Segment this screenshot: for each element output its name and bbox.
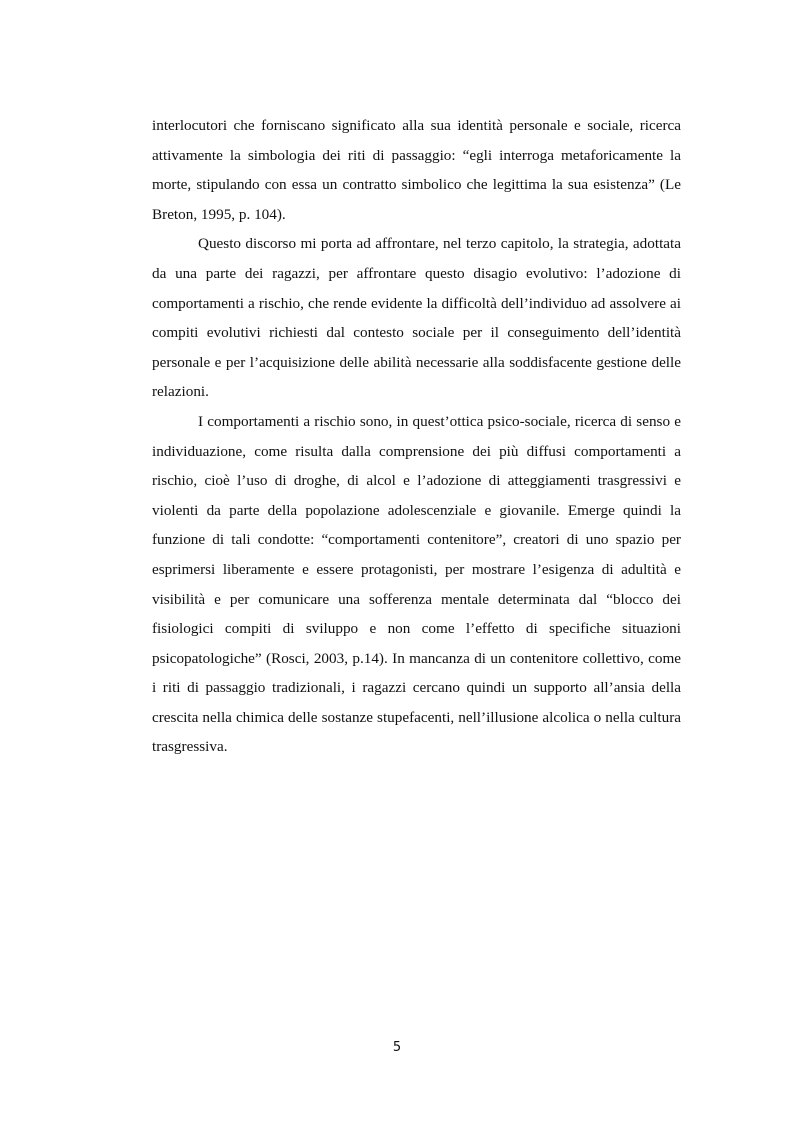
paragraph-strategy: Questo discorso mi porta ad affrontare, nel terzo capitolo, la strategia, adottata da una parte dei ragazzi, per affrontare questo disagio evolutivo: l’adozione di comportamenti a rischio, che rende evidente la difficoltà dell’individuo ad assolvere ai compiti evolutivi richiesti dal contesto sociale per il conseguimento dell’identità personale e per l’acquisizione delle abilità necessarie alla soddisfacente gestione delle relazioni. [152, 235, 681, 401]
paragraph-risk-behaviors: I comportamenti a rischio sono, in quest’ottica psico-sociale, ricerca di senso e individuazione, come risulta dalla comprensione dei più diffusi comportamenti a rischio, cioè l’uso di droghe, di alcol e l’adozione di atteggiamenti trasgressivi e violenti da parte della popolazione adolescenziale e giovanile. Emerge quindi la funzione di tali condotte: “comportamenti contenitore”, creatori di uno spazio per esprimersi liberamente e essere protagonisti, per mostrare l’esigenza di adultità e visibilità e per comunicare una sofferenza mentale determinata dal “blocco dei fisiologici compiti di sviluppo e non come l’effetto di specifiche situazioni psicopatologiche” (Rosci, 2003, p.14). In mancanza di un contenitore collettivo, come i riti di passaggio tradizionali, i ragazzi cercano quindi un supporto all’ansia della crescita nella chimica delle sostanze stupefacenti, nell’illusione alcolica o nella cultura trasgressiva. [152, 412, 681, 756]
page-number: 5 [392, 1040, 402, 1055]
body-text [152, 111, 681, 762]
paragraph-continuation: interlocutori che forniscano significato alla sua identità personale e sociale, ricerca attivamente la simbologia dei riti di passaggio: “egli interroga metaforicamente la morte, stipulando con essa un contratto simbolico che legittima la sua esistenza” (Le Breton, 1995, p. 104). [152, 117, 681, 223]
